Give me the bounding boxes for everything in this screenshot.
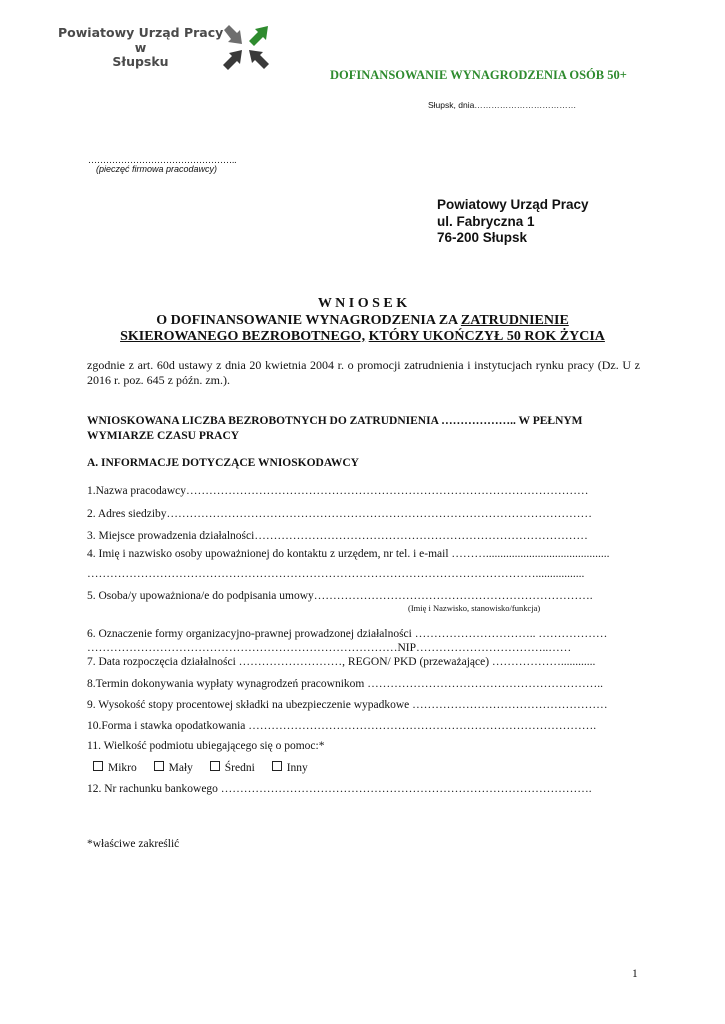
title-line-3-underlined-a: SKIEROWANEGO BEZROBOTNEGO, xyxy=(120,329,366,344)
logo-line: Słupsku xyxy=(112,54,169,69)
title-line-3-underlined-b: KTÓRY UKOŃCZYŁ 50 ROK ŻYCIA xyxy=(368,329,605,344)
checkbox[interactable] xyxy=(272,761,282,771)
checkbox[interactable] xyxy=(210,761,220,771)
field-start-date-regon[interactable]: 7. Data rozpoczęcia działalności ………………………, REGON/ PKD (przeważające) ………………............ xyxy=(87,656,596,668)
field-nip[interactable]: ………………………………………………………………………NIP……………………………..…… xyxy=(87,642,572,654)
option-label: Inny xyxy=(286,762,308,774)
option-maly[interactable] xyxy=(154,762,193,774)
legal-basis: zgodnie z art. 60d ustawy z dnia 20 kwietnia 2004 r. o promocji zatrudnienia i instytucjach rynku pracy (Dz. U z 2016 r. poz. 645 z późn. zm.). xyxy=(87,358,640,387)
stamp-label: (pieczęć firmowa pracodawcy) xyxy=(96,164,218,174)
signatory-note: (Imię i Nazwisko, stanowisko/funkcja) xyxy=(408,603,541,613)
arrow-up-right-dark-icon xyxy=(223,50,242,70)
program-title: DOFINANSOWANIE WYNAGRODZENIA OSÓB 50+ xyxy=(330,68,627,82)
requested-count xyxy=(87,414,640,444)
option-inny[interactable] xyxy=(272,762,308,774)
option-label: Mały xyxy=(168,762,193,774)
requested-count-line-1: WNIOSKOWANA LICZBA BEZROBOTNYCH DO ZATRUDNIENIA ……………….. W PEŁNYM xyxy=(87,415,583,427)
addressee-line: Powiatowy Urząd Pracy xyxy=(437,197,589,212)
field-accident-rate[interactable]: 9. Wysokość stopy procentowej składki na ubezpieczenie wypadkowe …………………………………………… xyxy=(87,699,608,711)
page-number: 1 xyxy=(632,968,638,980)
field-tax-form[interactable]: 10.Forma i stawka opodatkowania ………………………………………………………………………………. xyxy=(87,720,597,732)
field-employer-name[interactable]: 1.Nazwa pracodawcy…………………………………………………………………………………………… xyxy=(87,485,589,497)
document-title xyxy=(80,296,645,346)
logo-text xyxy=(58,26,223,70)
field-contact-person[interactable]: 4. Imię i nazwisko osoby upoważnionej do kontaktu z urzędem, nr tel. i e-mail ………........................................... xyxy=(87,548,610,560)
option-label: Średni xyxy=(224,762,255,774)
field-bank-account[interactable]: 12. Nr rachunku bankowego ……………………………………………………………………………………. xyxy=(87,783,592,795)
footnote: *właściwe zakreślić xyxy=(87,838,180,850)
arrow-down-right-icon xyxy=(224,25,242,44)
arrow-up-left-icon xyxy=(249,50,269,69)
field-contact-continuation[interactable]: ………………………………………………………………………………………………………................. xyxy=(87,568,585,580)
place-date-field: Słupsk, dnia……………………………… xyxy=(428,100,577,110)
arrow-up-right-icon xyxy=(249,26,268,46)
field-signatory[interactable]: 5. Osoba/y upoważniona/e do podpisania umowy………………………………………………………………. xyxy=(87,590,593,602)
option-label: Mikro xyxy=(108,762,137,774)
checkbox[interactable] xyxy=(93,761,103,771)
checkbox[interactable] xyxy=(154,761,164,771)
field-payment-date[interactable]: 8.Termin dokonywania wypłaty wynagrodzeń pracownikom …………………………………………………….. xyxy=(87,678,603,690)
logo-arrows-icon xyxy=(222,24,270,72)
addressee-block xyxy=(437,197,589,247)
requested-count-line-2: WYMIARZE CZASU PRACY xyxy=(87,430,240,442)
title-line-1: W N I O S E K xyxy=(317,296,408,311)
field-business-location[interactable]: 3. Miejsce prowadzenia działalności…………………………………………………………………………… xyxy=(87,530,588,542)
section-a-heading: A. INFORMACJE DOTYCZĄCE WNIOSKODAWCY xyxy=(87,457,359,469)
addressee-line: ul. Fabryczna 1 xyxy=(437,213,535,229)
addressee-line: 76-200 Słupsk xyxy=(437,230,528,245)
field-address[interactable]: 2. Adres siedziby………………………………………………………………………………………………… xyxy=(87,508,593,520)
logo-line: Powiatowy Urząd Pracy xyxy=(58,25,224,40)
logo-line: w xyxy=(134,39,147,55)
title-line-2-text: O DOFINANSOWANIE WYNAGRODZENIA ZA xyxy=(156,312,461,328)
title-line-2 xyxy=(80,313,645,330)
title-line-3 xyxy=(80,329,645,346)
field-legal-form[interactable]: 6. Oznaczenie formy organizacyjno-prawnej prowadzonej działalności ………………………….. ……………… xyxy=(87,628,608,640)
option-mikro[interactable] xyxy=(93,762,137,774)
stamp-dots: ………………………………………….. xyxy=(88,155,237,165)
entity-size-options xyxy=(93,761,322,774)
field-entity-size: 11. Wielkość podmiotu ubiegającego się o pomoc:* xyxy=(87,740,325,752)
title-line-2-underlined: ZATRUDNIENIE xyxy=(460,312,569,328)
option-sredni[interactable] xyxy=(210,762,255,774)
